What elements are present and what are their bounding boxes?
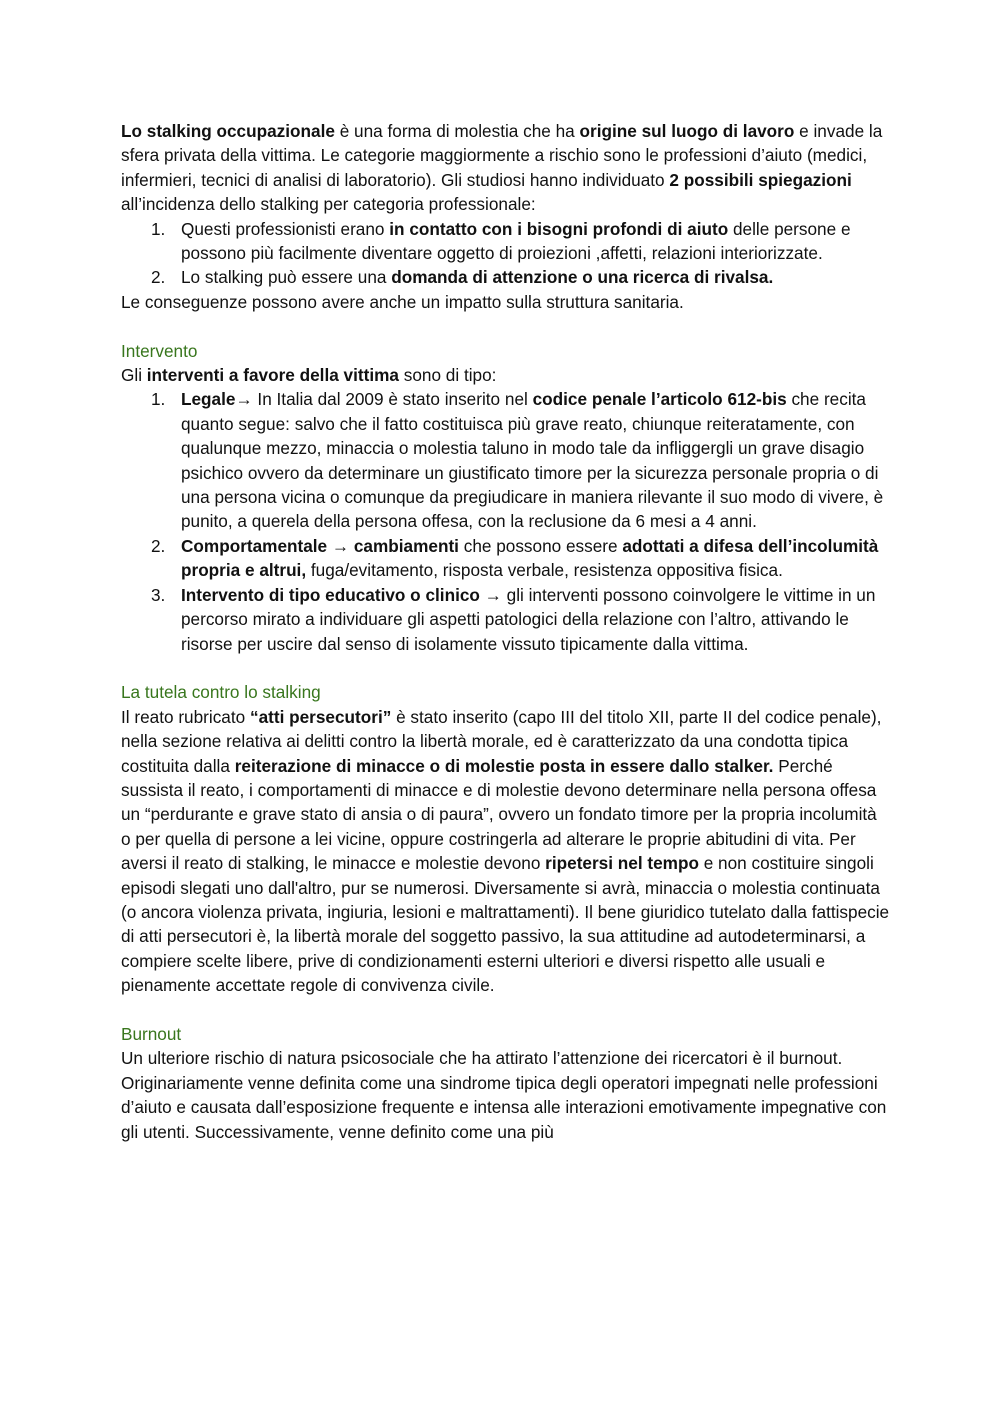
- section-heading-intervento: Intervento: [121, 340, 198, 361]
- bold-text: adottati a difesa dell’incolumità propria e altrui,: [181, 535, 879, 581]
- bold-text: codice penale l’articolo 612-bis: [532, 389, 787, 410]
- text-run: Il reato rubricato: [121, 706, 250, 727]
- text-run: all’incidenza dello stalking per categoria professionale:: [121, 194, 536, 215]
- text-run: che recita quanto segue: salvo che il fatto costituisca più grave reato, chiunque reiteratamente, con qualunque mezzo, minaccia o molestia taluno in modo tale da infliggergli un grave disagio psichico ovvero da determinare un giustificato timore per la sicurezza personale propria o di una persona vicina o comunque da pregiudicare in maniera rilevante il suo modo di vivere, è punito, a querela della persona offesa, con la reclusione da 6 mesi a 4 anni.: [181, 389, 884, 532]
- text-run: e invade la sfera privata della vittima. Le categorie maggiormente a rischio sono le professioni d’aiuto (medici, infermieri, tecnici di analisi di laboratorio). Gli studiosi hanno individuato: [121, 121, 883, 190]
- list-number: 2.: [151, 535, 166, 556]
- closing-paragraph: Le conseguenze possono avere anche un impatto sulla struttura sanitaria.: [121, 291, 684, 312]
- explanations-list: [121, 217, 891, 290]
- bold-text: Intervento di tipo educativo o clinico: [181, 584, 480, 605]
- bold-text: cambiamenti: [353, 535, 459, 556]
- text-run: fuga/evitamento, risposta verbale, resistenza oppositiva fisica.: [306, 560, 783, 581]
- list-number: 2.: [151, 267, 166, 288]
- text-run: Questi professionisti erano: [181, 218, 390, 239]
- text-run: → In Italia dal 2009 è stato inserito nel: [235, 389, 533, 410]
- text-run: sono di tipo:: [398, 365, 497, 386]
- bold-text: “atti persecutori”: [249, 706, 392, 727]
- section-heading-tutela: La tutela contro lo stalking: [121, 682, 321, 703]
- bold-text: Lo stalking occupazionale: [121, 121, 335, 141]
- document-page: [121, 119, 891, 1144]
- list-item: [121, 387, 891, 533]
- list-item: [121, 534, 891, 583]
- text-run: → gli interventi possono coinvolgere le vittime in un percorso mirato a individuare gli aspetti patologici della relazione con l’altro, attivando le risorse per uscire dal senso di isolamente vissuto tipicamente dalla vittima.: [181, 584, 876, 654]
- list-number: 3.: [151, 584, 166, 605]
- list-item: [121, 217, 891, 266]
- bold-text: in contatto con i bisogni profondi di aiuto: [389, 218, 729, 239]
- bold-text: domanda di attenzione o una ricerca di rivalsa.: [391, 267, 774, 288]
- text-run: Lo stalking può essere una: [181, 267, 392, 288]
- bold-text: ripetersi nel tempo: [545, 853, 699, 874]
- text-run: →: [327, 535, 354, 556]
- bold-text: Comportamentale: [181, 535, 328, 556]
- interventions-list: [121, 387, 891, 655]
- tutela-paragraph: [121, 705, 891, 998]
- text-run: è una forma di molestia che ha: [334, 121, 580, 141]
- bold-text: Legale: [181, 389, 236, 410]
- text-run: Gli: [121, 365, 147, 386]
- text-run: che possono essere: [458, 535, 623, 556]
- burnout-paragraph: Un ulteriore rischio di natura psicosociale che ha attirato l’attenzione dei ricercatori è il burnout. Originariamente venne definita come una sindrome tipica degli operatori impegnati nelle professioni d’aiuto e causata dall’esposizione frequente e intensa alle interazioni emotivamente impegnative con gli utenti. Successivamente, venne definito come una più: [121, 1048, 887, 1142]
- list-number: 1.: [151, 389, 166, 410]
- bold-text: 2 possibili spiegazioni: [669, 169, 852, 190]
- text-run: Perché sussista il reato, i comportamenti di minacce e di molestie devono determinare nella persona offesa un “perdurante e grave stato di ansia o di paura”, ovvero un fondato timore per la propria incolumità o per quella di persone a lei vicine, oppure costringerla ad alterare le proprie abitudini di vita. Per aversi il reato di stalking, le minacce e molestie devono: [121, 755, 877, 874]
- section-heading-burnout: Burnout: [121, 1023, 182, 1044]
- list-item: [121, 265, 891, 289]
- list-item: [121, 583, 891, 656]
- text-run: e non costituire singoli episodi slegati uno dall'altro, pur se numerosi. Diversamente si avrà, minaccia o molestia continuata (o ancora violenza privata, ingiuria, lesioni e maltrattamenti). Il bene giuridico tutelato dalla fattispecie di atti persecutori è, la libertà morale del soggetto passivo, la sua attitudine ad autodeterminarsi, a compiere scelte libere, prive di condizionamenti esterni ulteriori e diversi rispetto alle usuali e pienamente accettate regole di convivenza civile.: [121, 853, 890, 996]
- bold-text: origine sul luogo di lavoro: [579, 121, 795, 141]
- text-run: è stato inserito (capo III del titolo XII, parte II del codice penale), nella sezione relativa ai delitti contro la libertà morale, ed è caratterizzato da una condotta tipica costituita dalla: [121, 706, 882, 776]
- intervento-intro: [121, 363, 891, 387]
- intro-paragraph: [121, 119, 891, 217]
- list-number: 1.: [151, 218, 166, 239]
- text-run: delle persone e possono più facilmente diventare oggetto di proiezioni ,affetti, relazioni interiorizzate.: [181, 218, 851, 264]
- bold-text: interventi a favore della vittima: [146, 365, 399, 386]
- bold-text: reiterazione di minacce o di molestie posta in essere dallo stalker.: [234, 755, 774, 776]
